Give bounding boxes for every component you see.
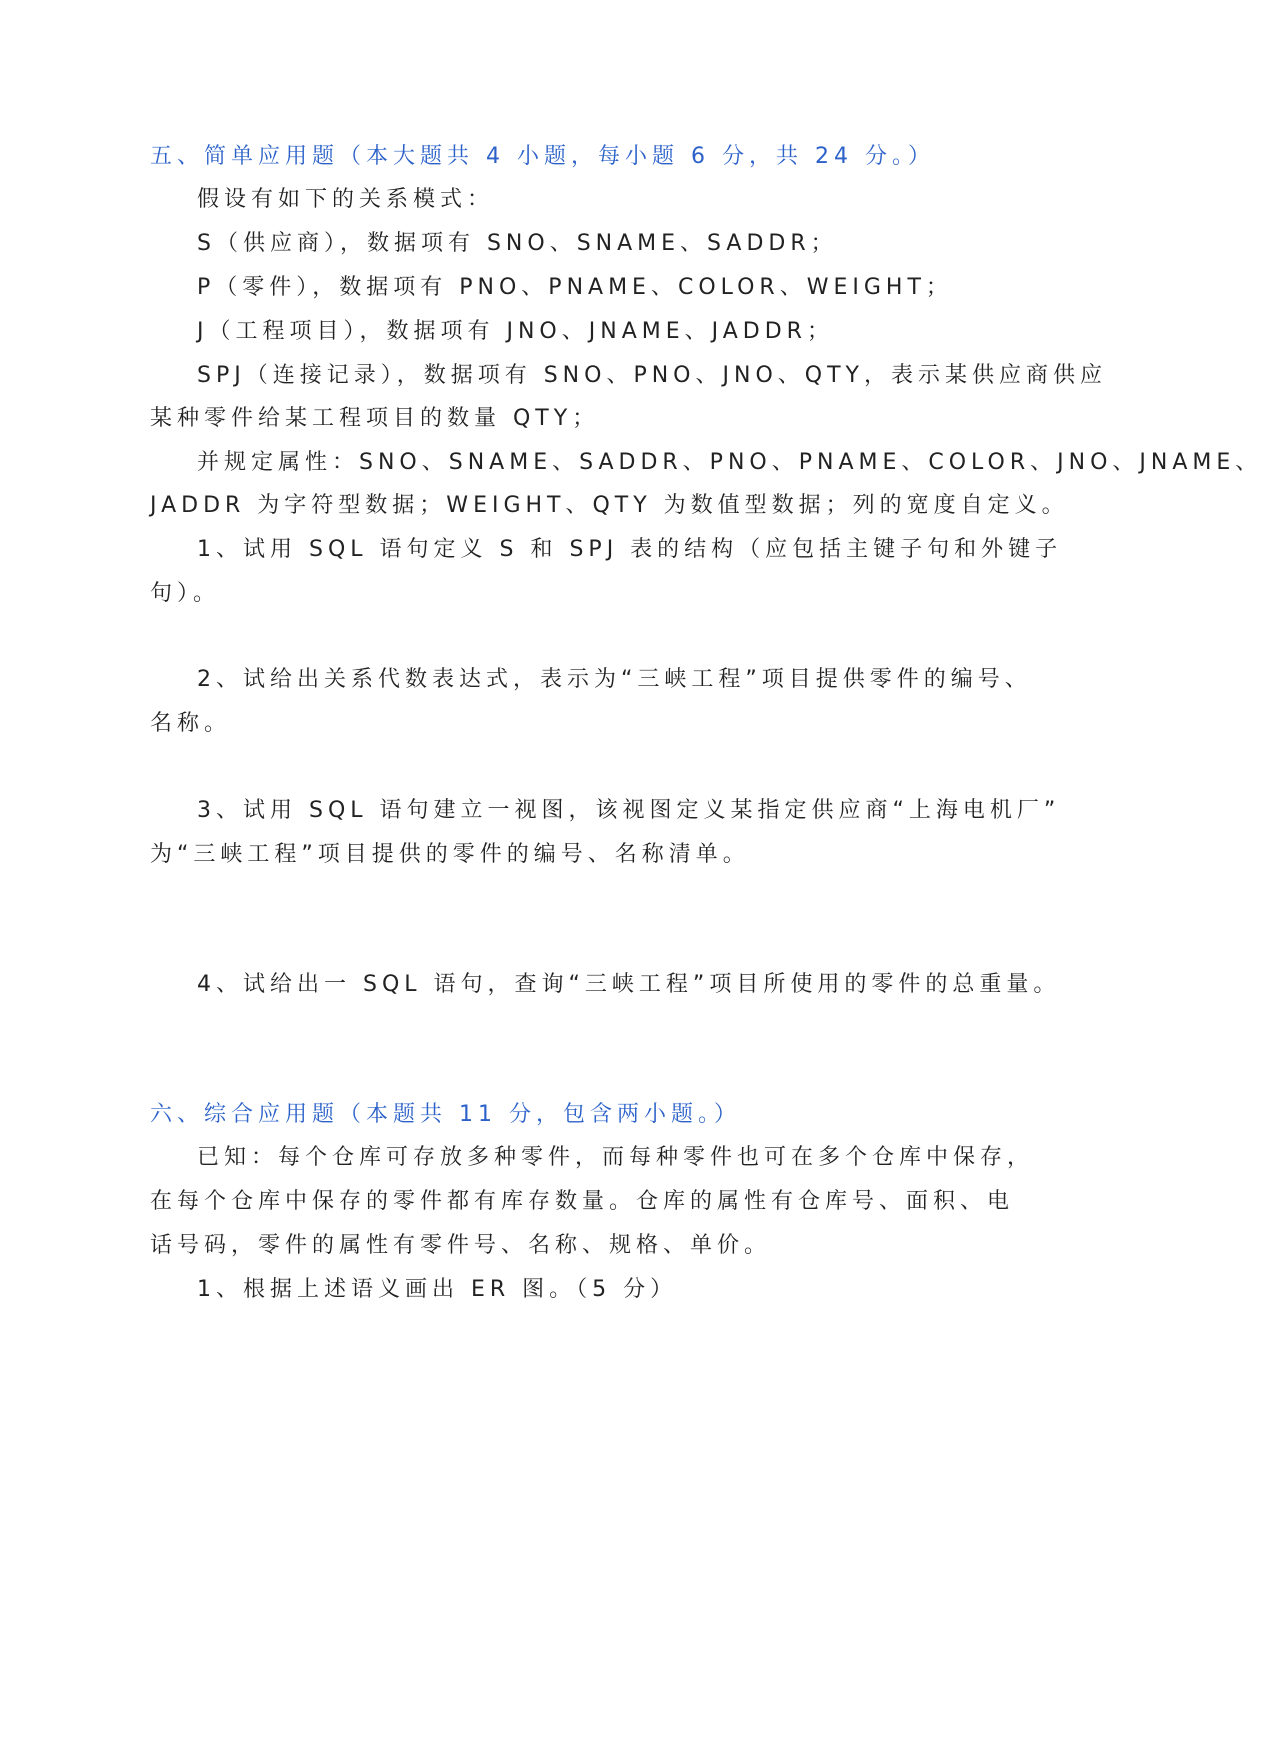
question-1-line-1: 1、试用 SQL 语句定义 S 和 SPJ 表的结构（应包括主键子句和外键子 — [197, 537, 1063, 562]
section-6-known-line-3: 话号码，零件的属性有零件号、名称、规格、单价。 — [150, 1233, 772, 1258]
section-5-heading: 五、简单应用题（本大题共 4 小题，每小题 6 分，共 24 分。） — [150, 144, 935, 169]
relation-p: P（零件），数据项有 PNO、PNAME、COLOR、WEIGHT； — [197, 275, 953, 300]
relation-j: J（工程项目），数据项有 JNO、JNAME、JADDR； — [197, 319, 834, 344]
question-4: 4、试给出一 SQL 语句，查询“三峡工程”项目所使用的零件的总重量。 — [197, 972, 1061, 997]
question-2-line-2: 名称。 — [150, 711, 232, 736]
section-5-intro: 假设有如下的关系模式： — [197, 187, 495, 212]
question-2-line-1: 2、试给出关系代数表达式，表示为“三峡工程”项目提供零件的编号、 — [197, 667, 1032, 692]
section-6-heading: 六、综合应用题（本题共 11 分，包含两小题。） — [150, 1102, 741, 1127]
relation-spj-line-2: 某种零件给某工程项目的数量 QTY； — [150, 406, 600, 431]
attribute-rule-line-2: JADDR 为字符型数据；WEIGHT、QTY 为数值型数据；列的宽度自定义。 — [150, 493, 1069, 518]
question-1-line-2: 句）。 — [150, 581, 221, 606]
section-6-question-1: 1、根据上述语义画出 ER 图。（5 分） — [197, 1277, 678, 1302]
attribute-rule-line-1: 并规定属性：SNO、SNAME、SADDR、PNO、PNAME、COLOR、JNO、JNAME、 — [197, 450, 1262, 475]
relation-s: S（供应商），数据项有 SNO、SNAME、SADDR； — [197, 231, 838, 256]
question-3-line-2: 为“三峡工程”项目提供的零件的编号、名称清单。 — [150, 842, 750, 867]
section-6-known-line-2: 在每个仓库中保存的零件都有库存数量。仓库的属性有仓库号、面积、电 — [150, 1189, 1015, 1214]
relation-spj-line-1: SPJ（连接记录），数据项有 SNO、PNO、JNO、QTY，表示某供应商供应 — [197, 363, 1107, 388]
section-6-known-line-1: 已知：每个仓库可存放多种零件，而每种零件也可在多个仓库中保存， — [197, 1145, 1035, 1170]
question-3-line-1: 3、试用 SQL 语句建立一视图，该视图定义某指定供应商“上海电机厂” — [197, 798, 1061, 823]
